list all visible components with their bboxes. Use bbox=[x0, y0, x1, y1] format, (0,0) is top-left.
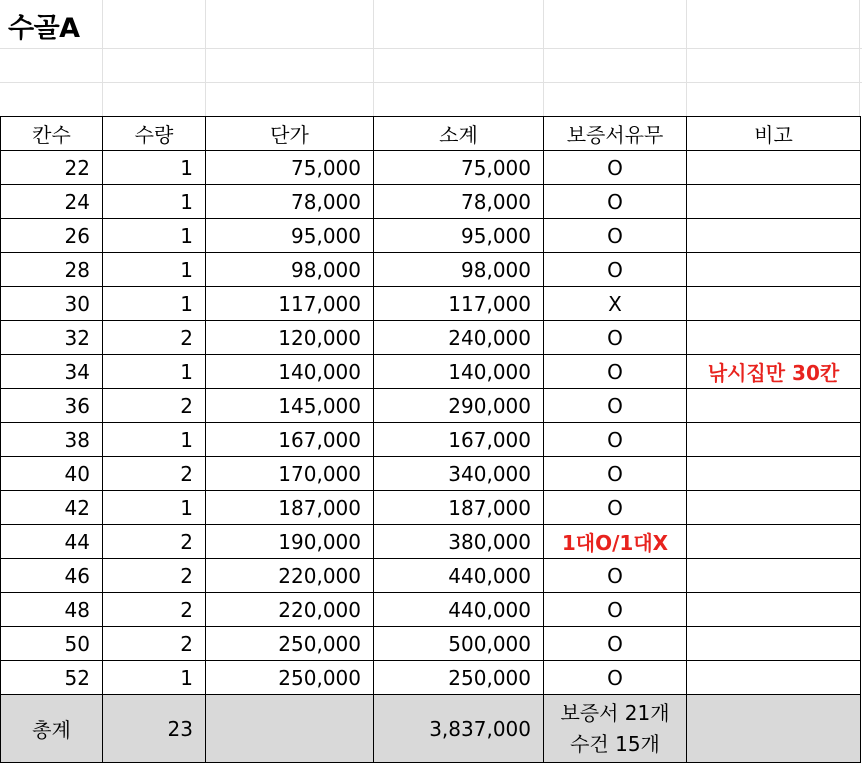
table-row bbox=[1, 593, 861, 627]
cell-kan[interactable]: 22 bbox=[1, 151, 103, 185]
cell-kan[interactable]: 46 bbox=[1, 559, 103, 593]
table-row bbox=[1, 151, 861, 185]
cell-qty[interactable]: 2 bbox=[103, 593, 206, 627]
table-row bbox=[1, 253, 861, 287]
cell-subtotal[interactable]: 75,000 bbox=[374, 151, 544, 185]
cell-price[interactable]: 145,000 bbox=[206, 389, 374, 423]
cell-price[interactable]: 117,000 bbox=[206, 287, 374, 321]
table-row bbox=[1, 355, 861, 389]
cell-kan[interactable]: 42 bbox=[1, 491, 103, 525]
grid-line bbox=[543, 0, 544, 116]
grid-line bbox=[205, 0, 206, 116]
header-row bbox=[1, 117, 861, 151]
cell-kan[interactable]: 44 bbox=[1, 525, 103, 559]
table-row bbox=[1, 457, 861, 491]
cell-subtotal[interactable]: 95,000 bbox=[374, 219, 544, 253]
cell-subtotal[interactable]: 117,000 bbox=[374, 287, 544, 321]
cell-price[interactable]: 170,000 bbox=[206, 457, 374, 491]
cell-warranty-highlight[interactable]: 1대O/1대X bbox=[544, 525, 687, 559]
cell-qty[interactable]: 1 bbox=[103, 287, 206, 321]
cell-kan[interactable]: 48 bbox=[1, 593, 103, 627]
cell-note[interactable] bbox=[687, 593, 861, 627]
grid-line bbox=[0, 82, 862, 83]
cell-qty[interactable]: 1 bbox=[103, 219, 206, 253]
cell-warranty[interactable]: O bbox=[544, 253, 687, 287]
sheet-title[interactable]: 수골A bbox=[8, 6, 86, 45]
cell-kan[interactable]: 36 bbox=[1, 389, 103, 423]
cell-subtotal[interactable]: 240,000 bbox=[374, 321, 544, 355]
cell-subtotal[interactable]: 78,000 bbox=[374, 185, 544, 219]
cell-price[interactable]: 75,000 bbox=[206, 151, 374, 185]
cell-warranty[interactable]: O bbox=[544, 661, 687, 695]
cell-subtotal[interactable]: 340,000 bbox=[374, 457, 544, 491]
cell-note[interactable] bbox=[687, 423, 861, 457]
cell-qty[interactable]: 1 bbox=[103, 661, 206, 695]
cell-kan[interactable]: 40 bbox=[1, 457, 103, 491]
table-row bbox=[1, 661, 861, 695]
grid-line bbox=[102, 0, 103, 116]
cell-price[interactable]: 167,000 bbox=[206, 423, 374, 457]
cell-note-highlight[interactable]: 낚시집만 30칸 bbox=[687, 355, 861, 389]
cell-price[interactable]: 140,000 bbox=[206, 355, 374, 389]
cell-kan[interactable]: 24 bbox=[1, 185, 103, 219]
cell-warranty[interactable]: O bbox=[544, 627, 687, 661]
cell-price[interactable]: 98,000 bbox=[206, 253, 374, 287]
cell-qty[interactable]: 2 bbox=[103, 559, 206, 593]
table-row bbox=[1, 321, 861, 355]
cell-kan[interactable]: 26 bbox=[1, 219, 103, 253]
cell-subtotal[interactable]: 187,000 bbox=[374, 491, 544, 525]
table-row bbox=[1, 627, 861, 661]
cell-note[interactable] bbox=[687, 389, 861, 423]
cell-kan[interactable]: 50 bbox=[1, 627, 103, 661]
cell-price[interactable]: 120,000 bbox=[206, 321, 374, 355]
cell-price[interactable]: 95,000 bbox=[206, 219, 374, 253]
cell-note[interactable] bbox=[687, 491, 861, 525]
cell-kan[interactable]: 28 bbox=[1, 253, 103, 287]
cell-note[interactable] bbox=[687, 185, 861, 219]
cell-qty[interactable]: 1 bbox=[103, 151, 206, 185]
cell-price[interactable]: 250,000 bbox=[206, 627, 374, 661]
cell-kan[interactable]: 34 bbox=[1, 355, 103, 389]
cell-note[interactable] bbox=[687, 151, 861, 185]
cell-qty[interactable]: 1 bbox=[103, 185, 206, 219]
total-note[interactable] bbox=[687, 695, 861, 763]
header-price[interactable]: 단가 bbox=[206, 117, 374, 151]
cell-qty[interactable]: 2 bbox=[103, 627, 206, 661]
total-label[interactable]: 총계 bbox=[1, 695, 103, 763]
cell-note[interactable] bbox=[687, 457, 861, 491]
cell-subtotal[interactable]: 440,000 bbox=[374, 559, 544, 593]
cell-warranty[interactable]: O bbox=[544, 355, 687, 389]
cell-subtotal[interactable]: 440,000 bbox=[374, 593, 544, 627]
cell-price[interactable]: 220,000 bbox=[206, 559, 374, 593]
cell-warranty[interactable]: O bbox=[544, 559, 687, 593]
cell-kan[interactable]: 30 bbox=[1, 287, 103, 321]
cell-note[interactable] bbox=[687, 287, 861, 321]
cell-warranty[interactable]: O bbox=[544, 219, 687, 253]
grid-line bbox=[859, 0, 860, 116]
total-row bbox=[1, 695, 861, 763]
header-subtotal[interactable]: 소계 bbox=[374, 117, 544, 151]
cell-price[interactable]: 187,000 bbox=[206, 491, 374, 525]
cell-note[interactable] bbox=[687, 321, 861, 355]
total-towel-count: 수건 15개 bbox=[570, 731, 660, 756]
cell-price[interactable]: 250,000 bbox=[206, 661, 374, 695]
cell-warranty[interactable]: O bbox=[544, 423, 687, 457]
cell-price[interactable]: 220,000 bbox=[206, 593, 374, 627]
cell-warranty[interactable]: O bbox=[544, 151, 687, 185]
cell-note[interactable] bbox=[687, 253, 861, 287]
table-row bbox=[1, 559, 861, 593]
grid-line bbox=[0, 48, 862, 49]
cell-warranty[interactable]: O bbox=[544, 389, 687, 423]
grid-line bbox=[686, 0, 687, 116]
cell-kan[interactable]: 32 bbox=[1, 321, 103, 355]
total-price[interactable] bbox=[206, 695, 374, 763]
table-row bbox=[1, 525, 861, 559]
cell-subtotal[interactable]: 140,000 bbox=[374, 355, 544, 389]
price-table bbox=[0, 116, 861, 763]
cell-qty[interactable]: 1 bbox=[103, 491, 206, 525]
cell-subtotal[interactable]: 250,000 bbox=[374, 661, 544, 695]
table-row bbox=[1, 185, 861, 219]
cell-kan[interactable]: 38 bbox=[1, 423, 103, 457]
cell-subtotal[interactable]: 290,000 bbox=[374, 389, 544, 423]
cell-note[interactable] bbox=[687, 525, 861, 559]
total-subtotal[interactable]: 3,837,000 bbox=[374, 695, 544, 763]
header-note[interactable]: 비고 bbox=[687, 117, 861, 151]
cell-warranty[interactable]: X bbox=[544, 287, 687, 321]
cell-qty[interactable]: 1 bbox=[103, 423, 206, 457]
cell-note[interactable] bbox=[687, 627, 861, 661]
cell-qty[interactable]: 2 bbox=[103, 525, 206, 559]
table-row bbox=[1, 423, 861, 457]
cell-price[interactable]: 78,000 bbox=[206, 185, 374, 219]
cell-subtotal[interactable]: 380,000 bbox=[374, 525, 544, 559]
total-warranty-count: 보증서 21개 bbox=[560, 700, 670, 725]
cell-note[interactable] bbox=[687, 219, 861, 253]
cell-warranty[interactable]: O bbox=[544, 185, 687, 219]
table-row bbox=[1, 389, 861, 423]
cell-warranty[interactable]: O bbox=[544, 321, 687, 355]
cell-note[interactable] bbox=[687, 661, 861, 695]
table-row bbox=[1, 491, 861, 525]
total-qty[interactable]: 23 bbox=[103, 695, 206, 763]
table-row bbox=[1, 219, 861, 253]
cell-kan[interactable]: 52 bbox=[1, 661, 103, 695]
cell-note[interactable] bbox=[687, 559, 861, 593]
cell-warranty[interactable]: O bbox=[544, 491, 687, 525]
header-kan[interactable]: 칸수 bbox=[1, 117, 103, 151]
cell-warranty[interactable]: O bbox=[544, 593, 687, 627]
total-warranty[interactable] bbox=[544, 695, 687, 763]
cell-price[interactable]: 190,000 bbox=[206, 525, 374, 559]
cell-qty[interactable]: 2 bbox=[103, 321, 206, 355]
cell-subtotal[interactable]: 500,000 bbox=[374, 627, 544, 661]
cell-qty[interactable]: 1 bbox=[103, 253, 206, 287]
cell-subtotal[interactable]: 167,000 bbox=[374, 423, 544, 457]
cell-qty[interactable]: 2 bbox=[103, 457, 206, 491]
table-row bbox=[1, 287, 861, 321]
cell-qty[interactable]: 2 bbox=[103, 389, 206, 423]
cell-subtotal[interactable]: 98,000 bbox=[374, 253, 544, 287]
cell-warranty[interactable]: O bbox=[544, 457, 687, 491]
header-warranty[interactable]: 보증서유무 bbox=[544, 117, 687, 151]
grid-line bbox=[373, 0, 374, 116]
cell-qty[interactable]: 1 bbox=[103, 355, 206, 389]
header-qty[interactable]: 수량 bbox=[103, 117, 206, 151]
